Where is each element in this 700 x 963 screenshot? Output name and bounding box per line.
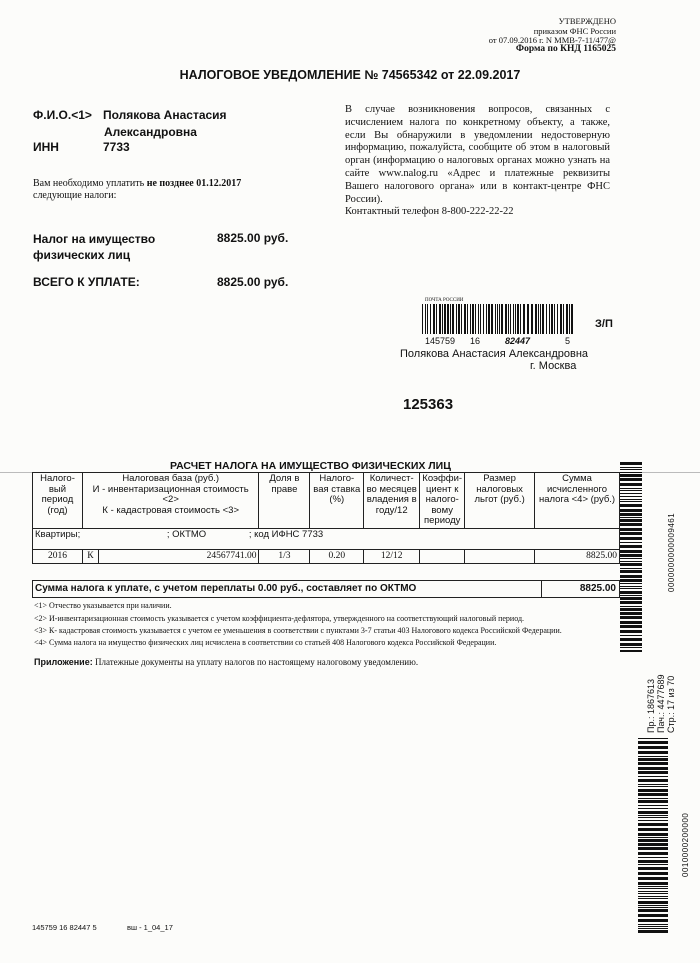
object-oktmo: ; ОКТМО xyxy=(166,528,207,540)
col-rate: Налого-вая ставка (%) xyxy=(310,473,364,529)
cell-rate: 0.20 xyxy=(310,549,364,563)
footnote-4: <4> Сумма налога на имущество физических лиц исчислена в соответствии со статьей 408 Налогового кодекса Российской Федерации. xyxy=(34,638,497,647)
footnote-2: <2> И-инвентаризационная стоимость указывается с учетом коэффициента-дефлятора, утвержденного на соответствующий налоговый период. xyxy=(34,614,525,623)
inn-row xyxy=(33,140,233,156)
side-barcode-top xyxy=(620,462,642,652)
inn-value: 7733 xyxy=(103,140,130,154)
zp-mark: З/П xyxy=(595,318,613,330)
calc-table xyxy=(32,472,620,564)
col-coef: Коэффи-циент к налого-вому периоду xyxy=(420,473,465,529)
col-base xyxy=(82,473,259,529)
pay-suffix: следующие налоги: xyxy=(33,190,117,201)
footer-code: вш - 1_04_17 xyxy=(127,923,173,932)
calc-title: РАСЧЕТ НАЛОГА НА ИМУЩЕСТВО ФИЗИЧЕСКИХ ЛИЦ xyxy=(170,460,451,472)
approval-block xyxy=(489,17,616,46)
object-row xyxy=(33,528,620,549)
info-paragraph xyxy=(345,104,610,219)
approved-by: приказом ФНС России xyxy=(533,25,616,36)
col-months: Количест-во месяцев владения в году/12 xyxy=(364,473,420,529)
col-share: Доля в праве xyxy=(259,473,310,529)
side-digits-bottom: 0010000200000 xyxy=(681,812,690,877)
barcode-digits xyxy=(425,336,575,347)
tax-name: Налог на имущество физических лиц xyxy=(33,232,156,262)
form-code: Форма по КНД 1165025 xyxy=(515,44,616,54)
col-sum: Сумма исчисленного налога <4> (руб.) xyxy=(535,473,620,529)
info-text: В случае возникновения вопросов, связанных с исчислением налога по конкретному объекту, а также, если Вы обнаружили в уведомлении недостоверную информацию, пожалуйста, сообщите об этом в налоговый орган (информацию о налоговых органах можно узнать на сайте www.nalog.ru «Адрес и платежные реквизиты Вашего налогового органа» или в контакт-центре ФНС России). xyxy=(345,104,610,205)
page-title: НАЛОГОВОЕ УВЕДОМЛЕНИЕ № 74565342 от 22.09.2017 xyxy=(179,68,521,82)
barcode-digit-4: 5 xyxy=(565,336,571,346)
postal-barcode xyxy=(422,304,574,334)
appendix xyxy=(34,657,418,667)
col-base-title: Налоговая база (руб.) xyxy=(122,473,220,484)
post-label: ПОЧТА РОССИИ xyxy=(425,298,464,303)
barcode-digit-2: 16 xyxy=(470,336,481,346)
fio-line2: Александровна xyxy=(104,125,197,139)
side-str: Стр.: 17 из 70 xyxy=(666,675,676,733)
recipient-name: Полякова Анастасия Александровна xyxy=(400,348,589,360)
cell-year: 2016 xyxy=(33,549,83,563)
object-type: Квартиры; xyxy=(35,528,81,540)
footnote-1: <1> Отчество указывается при наличии. xyxy=(34,601,172,610)
inn-label: ИНН xyxy=(33,140,59,154)
table-row xyxy=(33,549,620,563)
pay-deadline: не позднее 01.12.2017 xyxy=(146,178,242,189)
cell-benefits xyxy=(465,549,535,563)
side-digits-top-wrap xyxy=(667,462,679,592)
table-header-row xyxy=(33,473,620,529)
side-digits-bottom-wrap xyxy=(681,747,693,877)
summary-box xyxy=(32,580,620,598)
pay-notice xyxy=(33,178,263,202)
side-digits-top: 0000000000009461 xyxy=(667,512,676,592)
side-pach: Пач.: 4477689 xyxy=(656,674,666,733)
side-barcode-bottom xyxy=(638,738,668,933)
side-labels xyxy=(646,659,686,733)
summary-label: Сумма налога к уплате, с учетом переплаты 0.00 руб., составляет по ОКТМО xyxy=(35,583,417,594)
summary-value: 8825.00 xyxy=(579,583,616,594)
cell-sum: 8825.00 xyxy=(535,549,620,563)
object-ifns: ; код ИФНС 7733 xyxy=(248,528,324,540)
appendix-label: Приложение: xyxy=(34,657,93,667)
barcode-digit-3: 82447 xyxy=(505,336,531,346)
col-base-k: К - кадастровая стоимость <3> xyxy=(102,504,239,516)
total-amount: 8825.00 руб. xyxy=(217,275,289,289)
col-period: Налого-вый период (год) xyxy=(33,473,83,529)
total-label: ВСЕГО К УПЛАТЕ: xyxy=(33,275,140,289)
fio-label: Ф.И.О.<1> xyxy=(33,108,92,122)
side-labels-rotated xyxy=(646,659,676,733)
cell-months: 12/12 xyxy=(364,549,420,563)
fio-line1: Полякова Анастасия xyxy=(103,108,227,122)
recipient-city: г. Москва xyxy=(530,360,577,372)
footer-number: 145759 16 82447 5 xyxy=(32,923,97,932)
order-ref: от 07.09.2016 г. N ММВ-7-11/477@ xyxy=(488,35,616,45)
fio-value xyxy=(103,107,303,141)
cell-coef xyxy=(420,549,465,563)
tax-amount: 8825.00 руб. xyxy=(217,231,289,245)
appendix-text: Платежные документы на уплату налогов по настоящему налоговому уведомлению. xyxy=(94,657,419,667)
approved-label: УТВЕРЖДЕНО xyxy=(558,16,616,26)
footnote-3: <3> К- кадастровая стоимость указывается с учетом ее уменьшения в соответствии с пунктами 3-7 статьи 403 Налогового кодекса Российской Федерации. xyxy=(34,626,562,635)
fio-row xyxy=(33,107,323,143)
pay-prefix: Вам необходимо уплатить xyxy=(33,178,145,189)
col-base-i: И - инвентаризационная стоимость <2> xyxy=(92,483,249,505)
contact-phone: Контактный телефон 8-800-222-22-22 xyxy=(345,206,514,218)
col-benefits: Размер налоговых льгот (руб.) xyxy=(465,473,535,529)
cell-base: 24567741.00 xyxy=(98,549,259,563)
summary-divider xyxy=(541,581,542,597)
object-cell xyxy=(33,528,620,549)
barcode-digit-1: 145759 xyxy=(425,336,456,346)
cell-share: 1/3 xyxy=(259,549,310,563)
cell-type: К xyxy=(82,549,98,563)
postcode: 125363 xyxy=(403,396,454,413)
side-pr: Пр.: 1867613 xyxy=(646,678,656,733)
